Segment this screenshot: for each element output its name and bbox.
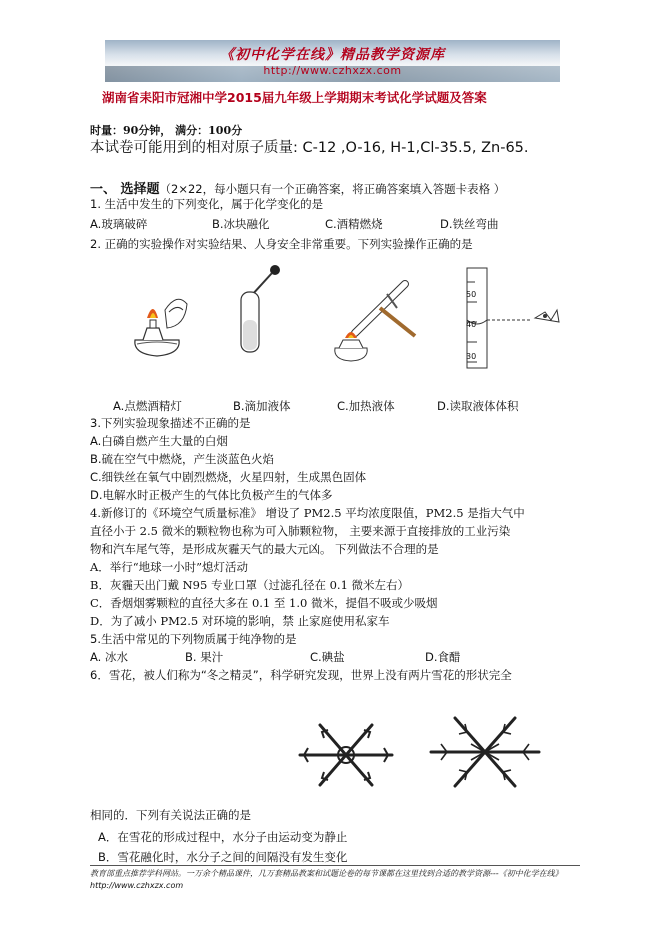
question-1-option-b: B.冰块融化: [212, 217, 270, 231]
heating-liquid-illustration: [325, 278, 420, 363]
question-1-option-c: C.酒精燃烧: [325, 217, 383, 231]
question-4-stem-line-2: 直径小于 2.5 微米的颗粒物也称为可入肺颗粒物， 主要来源于直接排放的工业污染: [90, 524, 511, 538]
question-1-option-a: A.玻璃破碎: [90, 217, 148, 231]
alcohol-lamp-lighting-illustration: [125, 282, 190, 362]
question-4-option-a: A．举行“地球一小时”熄灯活动: [90, 560, 249, 574]
cylinder-tick-30: 30: [466, 352, 477, 361]
dropper-into-test-tube-illustration: [225, 262, 285, 362]
banner-url[interactable]: http://www.czhxzx.com: [263, 64, 402, 77]
question-2-option-a: A.点燃酒精灯: [113, 399, 182, 413]
question-1-stem: 1. 生活中发生的下列变化，属于化学变化的是: [90, 197, 324, 211]
question-2-option-d: D.读取液体体积: [437, 399, 519, 413]
question-3-option-d: D.电解水时正极产生的气体比负极产生的气体多: [90, 488, 333, 502]
cylinder-tick-40: 40: [466, 320, 477, 329]
banner-title: 《初中化学在线》精品教学资源库: [220, 47, 445, 63]
atomic-mass-info: 本试卷可能用到的相对原子质量: C-12 ,O-16, H-1,Cl-35.5, Zn-65.: [90, 140, 529, 156]
question-5-option-c: C.碘盐: [310, 650, 345, 664]
question-4-option-c: C．香烟烟雾颗粒的直径大多在 0.1 至 1.0 微米，提倡不吸或少吸烟: [90, 596, 438, 610]
question-6-stem-line-1: 6．雪花，被人们称为“冬之精灵”，科学研究发现，世界上没有两片雪花的形状完全: [90, 668, 512, 682]
time-info: 时量：90分钟， 满分：100分: [90, 124, 243, 137]
question-4-option-b: B．灰霾天出门戴 N95 专业口罩（过滤孔径在 0.1 微米左右）: [90, 578, 410, 592]
section-note: （2×22，每小题只有一个正确答案，将正确答案填入答题卡表格 ）: [159, 182, 506, 196]
question-5-option-b: B. 果汁: [185, 650, 224, 664]
question-1-option-d: D.铁丝弯曲: [440, 217, 499, 231]
question-6-option-b: B．雪花融化时，水分子之间的间隔没有发生变化: [98, 850, 348, 864]
snowflake-left-image: [290, 720, 402, 790]
question-4-stem-line-3: 物和汽车尾气等，是形成灰霾天气的最大元凶。 下列做法不合理的是: [90, 542, 439, 556]
question-2-stem: 2. 正确的实验操作对实验结果、人身安全非常重要。下列实验操作正确的是: [90, 237, 473, 251]
cylinder-tick-50: 50: [466, 290, 477, 299]
question-5-stem: 5.生活中常见的下列物质属于纯净物的是: [90, 632, 297, 646]
footer-divider: [90, 865, 580, 866]
question-5-option-a: A. 冰水: [90, 650, 128, 664]
question-4-stem-line-1: 4.新修订的《环境空气质量标准》 增设了 PM2.5 平均浓度限值，PM2.5 是指大气中: [90, 506, 525, 520]
question-3-option-a: A.白磷自燃产生大量的白烟: [90, 434, 228, 448]
question-3-stem: 3.下列实验现象描述不正确的是: [90, 416, 251, 430]
exam-title: 湖南省耒阳市冠湘中学2015届九年级上学期期末考试化学试题及答案: [102, 90, 487, 105]
site-banner: [105, 40, 560, 82]
section-title: 一、 选择题: [90, 182, 160, 197]
question-4-option-d: D．为了减小 PM2.5 对环境的影响，禁 止家庭使用私家车: [90, 614, 390, 628]
question-6-option-a: A．在雪花的形成过程中，水分子由运动变为静止: [98, 830, 348, 844]
snowflake-right-image: [425, 712, 545, 790]
question-2-option-b: B.滴加液体: [233, 399, 291, 413]
question-5-option-d: D.食醋: [425, 650, 461, 664]
section-heading: [90, 178, 505, 197]
page-footer: 教育部重点推荐学科网站。一万余个精品课件，几万套精品教案和试题论卷的每节课都在这里找到合适的教学资源---《初中化学在线》http://www.czhxzx.com: [90, 869, 563, 890]
question-2-option-c: C.加热液体: [337, 399, 395, 413]
question-3-option-b: B.硫在空气中燃烧，产生淡蓝色火焰: [90, 452, 275, 466]
question-6-stem-line-2: 相同的．下列有关说法正确的是: [90, 808, 251, 822]
question-3-option-c: C.细铁丝在氧气中剧烈燃烧，火星四射，生成黑色固体: [90, 470, 367, 484]
